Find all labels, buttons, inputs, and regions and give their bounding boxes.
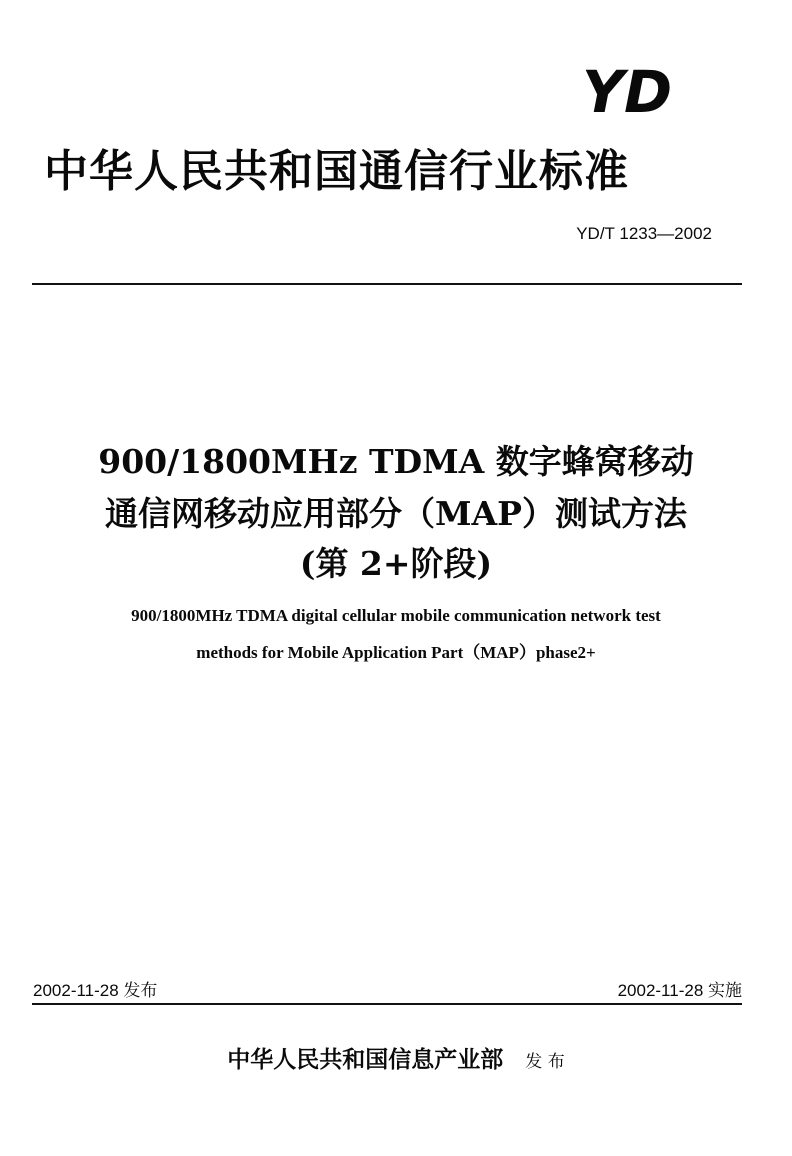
yd-logo-text: YD [582,62,673,120]
publisher-suffix: 发 布 [525,1052,565,1072]
title-cn-line-2: 通信网移动应用部分（MAP）测试方法 [105,494,687,533]
title-en-line-1: 900/1800MHz TDMA digital cellular mobile communication network test [131,606,661,625]
issue-date: 2002-11-28 发布 [33,981,158,1000]
publisher-line [0,1041,792,1074]
bottom-divider [32,1003,742,1005]
title-cn-line-1: 900/1800MHz TDMA 数字蜂窝移动 [98,442,694,481]
title-en-line-2: methods for Mobile Application Part（MAP）phase2+ [196,643,596,662]
top-divider [32,283,742,285]
standard-category: 中华人民共和国通信行业标准 [44,146,629,197]
title-cn-line-3: (第 2+阶段) [299,544,493,583]
implementation-date: 2002-11-28 实施 [617,981,742,1000]
yd-logo [582,62,692,120]
publisher-name: 中华人民共和国信息产业部 [227,1046,504,1073]
standard-number: YD/T 1233—2002 [576,224,712,243]
